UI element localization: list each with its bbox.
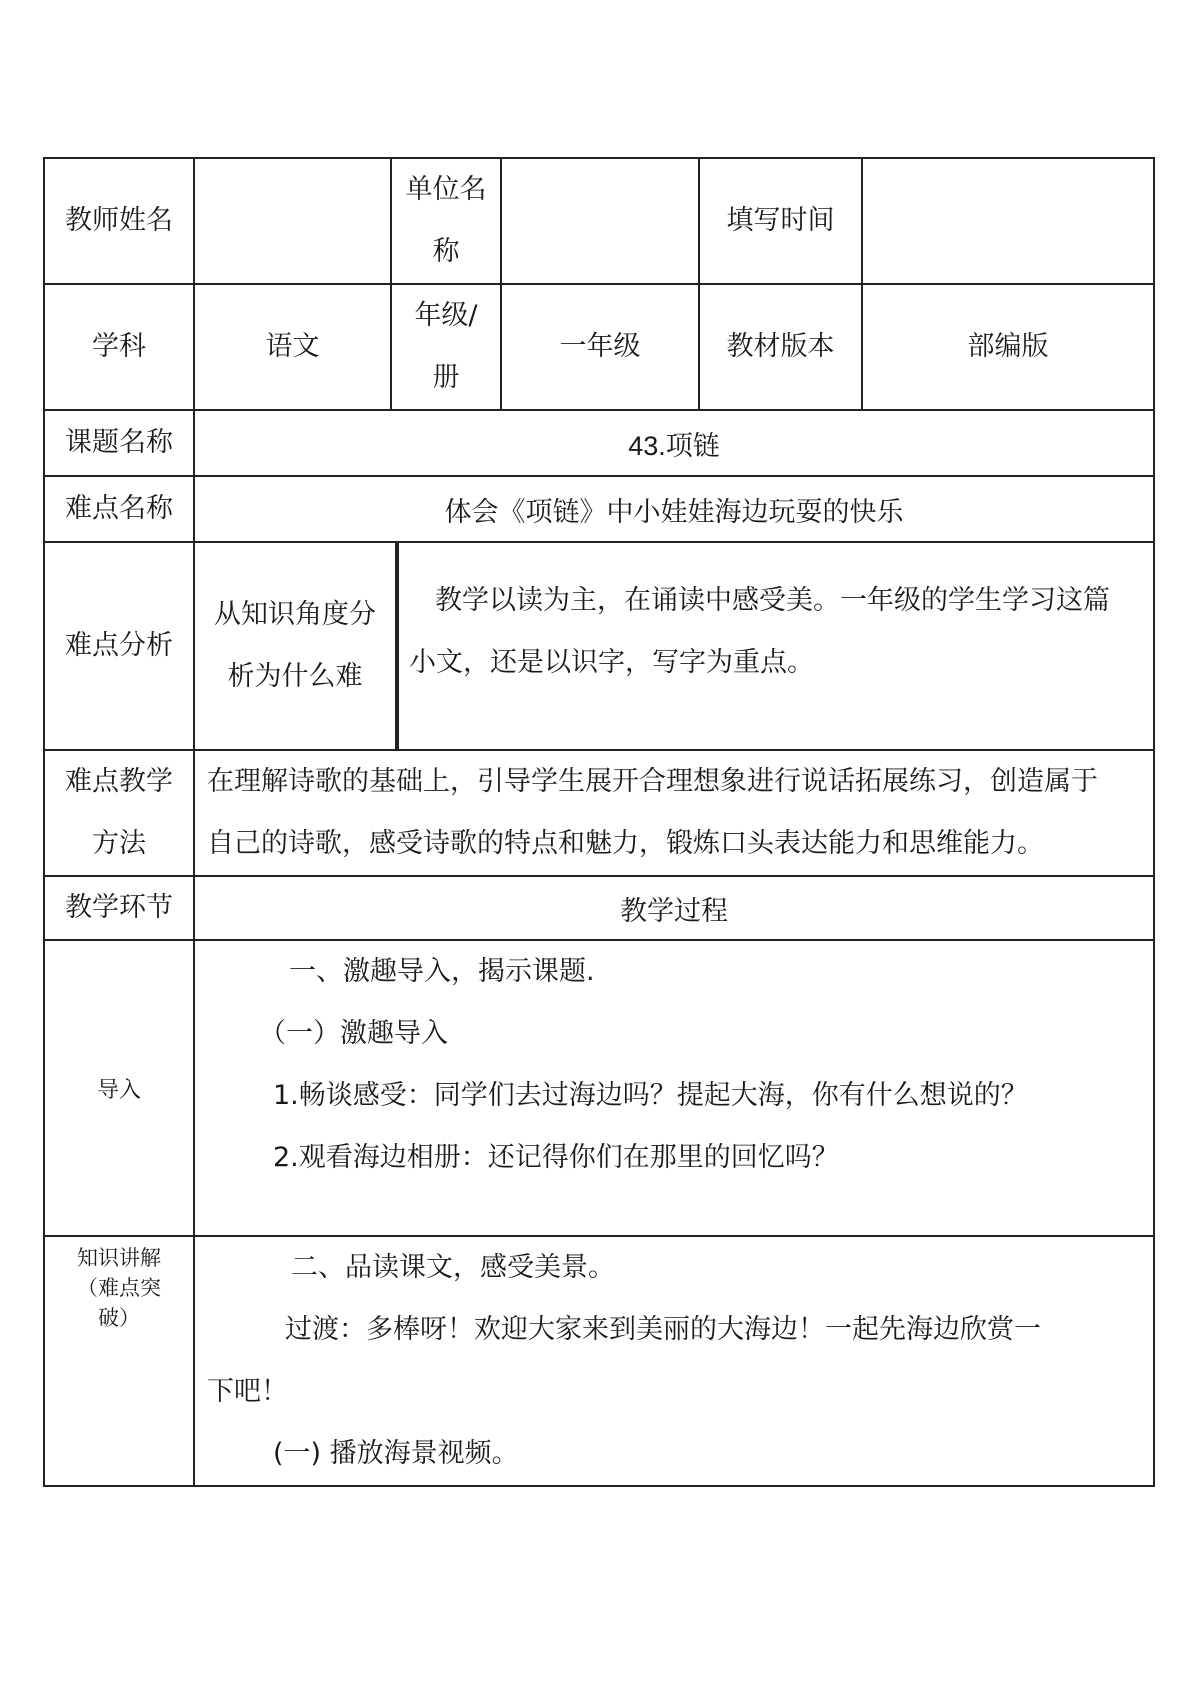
difficulty-value: 体会《项链》中小娃娃海边玩耍的快乐 bbox=[194, 476, 1154, 542]
intro-line-1: 一、激趣导入，揭示课题. bbox=[289, 956, 595, 987]
analysis-text-line1: 教学以读为主，在诵读中感受美。一年级的学生学习这篇 bbox=[435, 585, 1110, 616]
teacher-name-value[interactable] bbox=[194, 158, 391, 284]
method-label-line1: 难点教学 bbox=[65, 766, 173, 797]
difficulty-label: 难点名称 bbox=[44, 476, 194, 542]
unit-name-label-line2: 称 bbox=[432, 236, 460, 267]
knowledge-content bbox=[194, 1236, 1154, 1486]
analysis-sub-label-line1: 从知识角度分 bbox=[214, 599, 376, 630]
fill-time-value[interactable] bbox=[862, 158, 1154, 284]
method-label-line2: 方法 bbox=[92, 828, 146, 859]
analysis-sub-label bbox=[195, 543, 397, 749]
process-step-label: 教学环节 bbox=[44, 876, 194, 940]
grade-value: 一年级 bbox=[501, 284, 699, 410]
knowledge-line-3: 下吧！ bbox=[207, 1376, 288, 1407]
unit-name-label-line1: 单位名 bbox=[405, 174, 487, 205]
topic-value: 43.项链 bbox=[194, 410, 1154, 476]
knowledge-label-line1: 知识讲解 bbox=[77, 1246, 161, 1270]
method-text-line1: 在理解诗歌的基础上，引导学生展开合理想象进行说话拓展练习，创造属于 bbox=[207, 766, 1098, 797]
knowledge-line-2: 过渡：多棒呀！欢迎大家来到美丽的大海边！一起先海边欣赏一 bbox=[285, 1314, 1041, 1345]
intro-label-text: 导入 bbox=[96, 1077, 141, 1103]
intro-content bbox=[194, 940, 1154, 1236]
fill-time-label: 填写时间 bbox=[699, 158, 862, 284]
analysis-sub-label-line2: 析为什么难 bbox=[227, 661, 363, 692]
analysis-cell bbox=[194, 542, 1154, 750]
method-label bbox=[44, 750, 194, 876]
topic-label: 课题名称 bbox=[44, 410, 194, 476]
knowledge-label bbox=[44, 1236, 194, 1486]
analysis-text bbox=[397, 543, 1153, 749]
grade-label bbox=[391, 284, 501, 410]
subject-label: 学科 bbox=[44, 284, 194, 410]
intro-line-3: 1.畅谈感受：同学们去过海边吗？提起大海，你有什么想说的？ bbox=[273, 1080, 1028, 1111]
knowledge-label-line2: （难点突 bbox=[77, 1276, 161, 1300]
analysis-label: 难点分析 bbox=[44, 542, 194, 750]
subject-value: 语文 bbox=[194, 284, 391, 410]
intro-line-4: 2.观看海边相册：还记得你们在那里的回忆吗？ bbox=[273, 1142, 839, 1173]
method-text-line2: 自己的诗歌，感受诗歌的特点和魅力，锻炼口头表达能力和思维能力。 bbox=[207, 828, 1044, 859]
unit-name-label bbox=[391, 158, 501, 284]
process-label: 教学过程 bbox=[194, 876, 1154, 940]
grade-label-line2: 册 bbox=[432, 362, 460, 393]
unit-name-value[interactable] bbox=[501, 158, 699, 284]
intro-line-2: （一）激趣导入 bbox=[259, 1018, 448, 1049]
method-text bbox=[194, 750, 1154, 876]
textbook-label: 教材版本 bbox=[699, 284, 862, 410]
textbook-value: 部编版 bbox=[862, 284, 1154, 410]
grade-label-line1: 年级/ bbox=[414, 300, 478, 331]
lesson-plan-table bbox=[43, 157, 1153, 1487]
analysis-text-line2: 小文，还是以识字，写字为重点。 bbox=[409, 647, 814, 678]
intro-label bbox=[44, 940, 194, 1236]
knowledge-label-line3: 破） bbox=[98, 1306, 140, 1330]
teacher-name-label: 教师姓名 bbox=[44, 158, 194, 284]
knowledge-line-1: 二、品读课文，感受美景。 bbox=[291, 1252, 615, 1283]
knowledge-line-4: (一) 播放海景视频。 bbox=[273, 1438, 519, 1469]
